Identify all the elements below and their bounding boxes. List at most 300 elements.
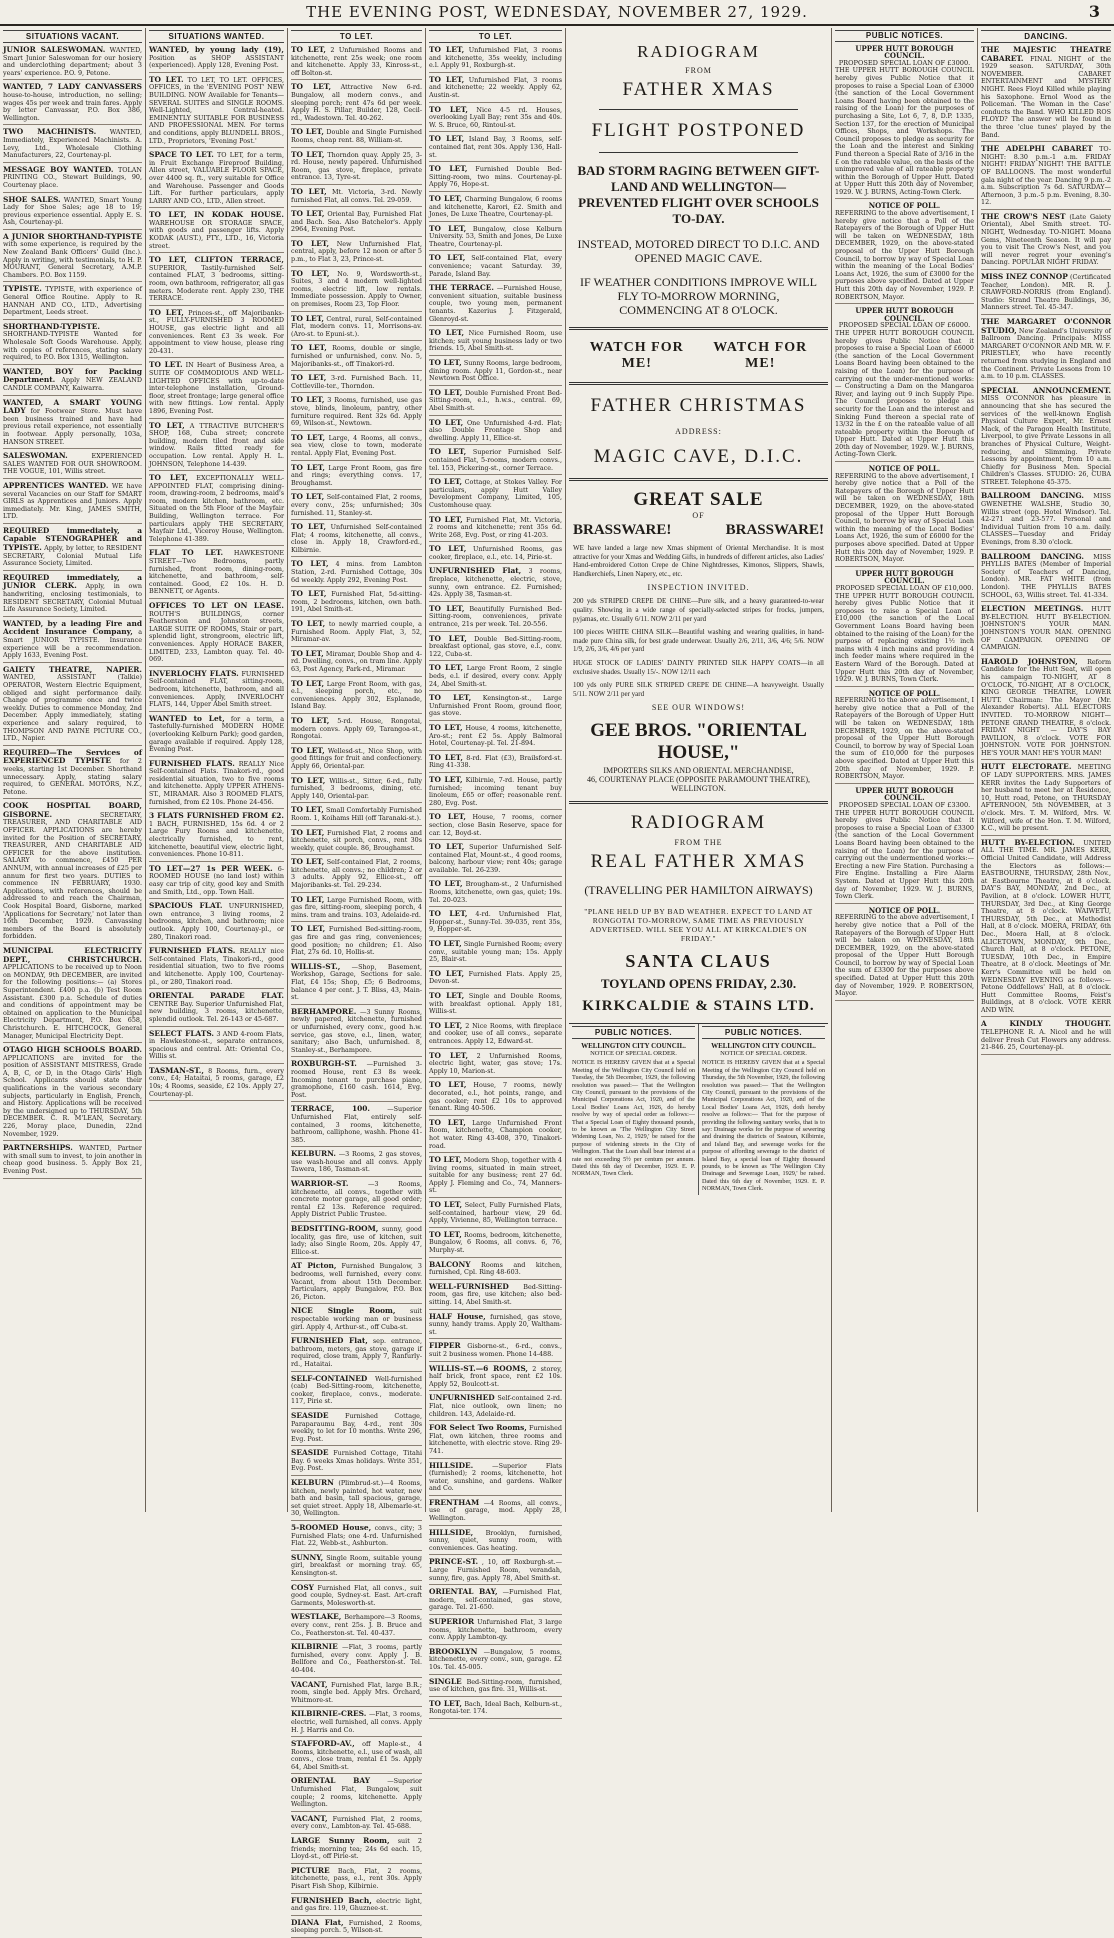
ad-text: APPLICATIONS to be received up to Noon on MONDAY, 9th DECEMBER, are invited for the following positions:— (a) Stores Superintendent. £400 p.a. (b) Test Room Assistant. £300 p.a. Schedule of duties and conditions of appointment may be obtained on application to the Municipal Electricity Department, P.O. Box 658, Christchurch. E. HITCHCOCK, General Manager, Municipal Electricity Dept.: [3, 963, 142, 1040]
ad-text: REALLY Nice Self-contained Flats. Tinakori-rd., good residential situation, two to five rooms and kitchenette. Apply UPPER ATHENS-ST., MIRAMAR. Also 3 ROOMED FLATS, furnished, from £2 10s. Phone 24-456.: [149, 759, 284, 806]
ad-lead: TO LET,: [429, 991, 465, 1000]
notice-sub: PROPOSED SPECIAL LOAN OF £10,000.: [835, 583, 974, 592]
ad-lead: TO LET,: [429, 968, 465, 978]
ad-text: 8 Rooms, furn., every conv., £4; Hataitai, 5 rooms, garage, £2 10s; 4 Rooms, seaside, £2 10s. Apply 27, Courtenay-pl.: [149, 1066, 284, 1098]
ad-text: MISS O'CONNOR has pleasure in announcing that she has secured the services of the well-known English Physical Culture Expert, Mr. Ernest Mack, of the Paragon Health Institute, Liverpool, to give Private Lessons in all branches of Physical Culture, Weight-reducing, and Slimming. Private Lessons by appointment, from 10 a.m. Chiefly for Business Men. Special Children's Classes. STUDIO: 26, CUBA STREET. Telephone 45-375.: [981, 394, 1111, 486]
ad-lead: TO LET,: [291, 775, 326, 785]
ad-text: FURNISHED Self-contained FLAT, sitting-room, bedroom, kitchenette, bathroom, and all conveniences. Apply, INVERLOCHY FLATS, 144, Upper Abel Smith street.: [149, 669, 284, 709]
ad-text: , 10, off Roxburgh-st.—Large Furnished Room, verandah, sunny, fire, gas. Apply 78, Abel Smith-st.: [429, 1558, 562, 1582]
classified-ad: [3, 802, 142, 944]
ad-text: 1 BACH, FURNISHED, 15s 6d. 4 or 2 Large Fury Rooms and kitchenette, electrically furnished, to rent, kitchenette, beautiful view, electric light, conveniences. Phone 10-811.: [149, 819, 284, 859]
classified-ad: [291, 925, 422, 959]
classified-ad: [291, 747, 422, 774]
ad-text: FINAL NIGHT of the 1929 season. SATURDAY, 30th NOVEMBER. CABARET ENTERTAINMENT and MYSTERY NIGHT. Rees Floyd Killed while playing his Saxophone. Ernol Wood as the Policeman. 'The Woman in the Case' conducts the Band. WHO KILLED ROS FLOYD? The answer will be found in the three 'clue tunes' played by the Band.: [981, 54, 1111, 139]
public-notice: [835, 907, 974, 1001]
classified-ad: [3, 285, 142, 319]
notice-text: NOTICE IS HEREBY GIVEN that at a Special Meeting of the Wellington City Council held on Thursday, the 5th November, 1929, the following resolution was passed:— That the Wellington City Council, pursuant to the provisions of the Municipal Corporations Act, 1920, and of the Local Bodies' Loans Act, 1926, doth hereby resolve as follows:— That for the purpose of providing the following sanitary works, that is to say: Drainage works for the purpose of sewering and draining the districts of Seatoun, Kilbirnie, and Island Bay, and sewerage works for the purpose of affording sewerage to the district of Island Bay, a special loan of Eighty thousand pounds, to be known as 'The Wellington City Drainage and Sewerage Loan, 1929,' be raised. Dated this 6th day of November, 1929. E. P. NORMAN, Town Clerk.: [702, 1059, 825, 1193]
ad-lead: PRINCE-ST.: [429, 1557, 479, 1567]
ad-lead: BALLROOM DANCING.: [981, 551, 1084, 561]
ad-lead: FIPPER: [429, 1341, 461, 1351]
ad-text: Furnished, 2 Rooms, sleeping porch. 5, Wilson-st.: [291, 1918, 422, 1935]
ad-lead: TO LET,: [291, 268, 330, 278]
ad-text: Sunny Rooms, large bedroom, dining room. Apply 11, Gordon-st., near Newtown Post Office.: [429, 359, 562, 383]
ad-text: Berhampore—3 Rooms, every conv., rent 25s. J. B. Bruce and Co., Featherston-st. Tel. 40-437.: [291, 1613, 422, 1637]
ad-lead: BERHAMPORE.: [291, 1006, 357, 1016]
ad-lead: TO LET,: [429, 45, 465, 54]
ad-lead: TO LET,: [291, 343, 327, 353]
classified-ad: [291, 1449, 422, 1476]
notice-title: NOTICE OF POLL.: [868, 201, 941, 211]
ad-text: Modern Shop, together with 4 living rooms, situated in main street, suitable for any business; rent 27 6d. Apply J. Fleming and Co., 74, Manners-st.: [429, 1156, 562, 1195]
ad-lead: TO LET,: [429, 387, 463, 397]
ad-lead: APPRENTICES WANTED.: [3, 480, 109, 490]
ad-text: WANTED, ASSISTANT (Talkie) OPERATOR, Western Electric Equipment, obliged and sight performance daily. Change of programme once and twice weekly. Duties to commence Monday, 2nd December. Apply immediately, stating experience and salary required, to THOMPSON AND PAYNE PICTURE CO., LTD., Napier.: [3, 673, 142, 743]
classified-ad: [291, 523, 422, 557]
ad-lead: WILLIS-ST.,: [291, 961, 341, 971]
classified-ad: [429, 910, 562, 937]
classified-ad: [981, 273, 1111, 315]
ad-lead: WANTED to Let,: [149, 713, 225, 723]
ad-lead: TO LET.: [149, 74, 184, 84]
masthead-title: THE EVENING POST, WEDNESDAY, NOVEMBER 27, 1929.: [306, 3, 808, 21]
notice-title: WELLINGTON CITY COUNCIL.: [581, 1042, 686, 1051]
ad-text: Cottage, at Stokes Valley. For particulars, apply Hutt Valley Development Company, Limited, 105, Customhouse quay.: [429, 478, 562, 509]
classified-ad: [291, 620, 422, 647]
classified-ad: [429, 1081, 562, 1115]
ad-lead: WANTED, 7 LADY CANVASSERS: [3, 82, 142, 92]
classified-ad: [149, 602, 284, 667]
public-notice-left: [569, 1024, 699, 1194]
classified-ad: [429, 1618, 562, 1645]
ad-lead: TO LET,: [429, 164, 468, 174]
ad-text: Apply, in own handwriting, enclosing testimonials, to RESIDENT SECRETARY, Colonial Mutual Life Assurance Society, Limited.: [3, 582, 142, 614]
ad-lead: TO LET,: [291, 559, 329, 569]
classified-ad: [291, 464, 422, 491]
storm-message: BAD STORM RAGING BETWEEN GIFT-LAND AND WELLINGTON—PREVENTED FLIGHT OVER SCHOOLS TO-DAY.: [577, 163, 820, 226]
column-public-notices: [832, 28, 978, 1512]
classified-ad: [291, 270, 422, 312]
notice-text: THE UPPER HUTT BOROUGH COUNCIL hereby gives Public Notice that it proposes to raise a Special Loan of £3000 (the sanction of the Local Government Loans Board having been obtained to the raising of the Loan) for the purposes of purchasing a Site, Lot 6, 7, 8, D.P. 1335, Section 137, for the erection of Municipal Offices, Shops, and Workshops. The Council proposes to pledge as security for the Loan and the interest and Sinking Fund thereon a Special Rate of 3/16 in the £ on the rateable value, on the basis of the unimproved value of all rateable property within the Borough of Upper Hutt. Dated at Upper Hutt this 20th day of November, 1929. W. J. BURNS, Acting-Town Clerk.: [835, 66, 974, 196]
ad-text: 3 rooms, fireplace, kitchenette, electric, stove, sunny, own entrance. £2. Furnished; 42s. Apply 38, Tasman-st.: [429, 567, 563, 599]
ad-text: —Flat, 3 rooms, partly furnished, every conv. Apply J. B. Bellfore and Co., Featherston-st. Tel. 40-404.: [291, 1643, 422, 1674]
classified-ad: [291, 1180, 422, 1222]
ad-text: Kensington-st., Large Unfurnished Front Room, ground floor, gas stove.: [429, 694, 562, 718]
ad-text: Furnished Flat, all convs., suit good couple, Sydney-st. East. Art-craft Garments, Molesworth-st.: [291, 1583, 422, 1607]
ad-lead: WANTED, BOY for Packing Department.: [3, 366, 142, 385]
classified-ad: [291, 151, 422, 185]
classified-ad: [429, 389, 562, 416]
ad-lead: TO LET,: [429, 134, 465, 144]
ad-text: Small Comfortably Furnished Room. 1, Koihams Hill (off Taranaki-st.).: [291, 806, 422, 822]
classified-ad: [3, 666, 142, 746]
notice-sub: NOTICE OF SPECIAL ORDER.: [720, 1050, 807, 1058]
ad-text: House, 7 rooms, newly decorated, e.l., hot points, range, and gas cooker; rent £2 10s to approved tenant. Ring 40-506.: [429, 1081, 562, 1113]
ad-text: Unfurnished Flat, 3 large rooms, kitchenette, bathroom, every conv. Apply Lambton-qy.: [429, 1618, 562, 1642]
classified-ad: [291, 1225, 422, 1259]
ad-lead: TO LET,: [291, 894, 325, 904]
notice-title: NOTICE OF POLL.: [868, 905, 941, 915]
notice-title: WELLINGTON CITY COUNCIL.: [711, 1042, 816, 1051]
ad-lead: 5-ROOMED House,: [291, 1523, 372, 1533]
ad-lead: SHORTHAND-TYPISTE.: [3, 321, 100, 331]
column-header: DANCING.: [981, 30, 1111, 43]
ad-text: New Unfurnished Flat, central, apply, before 12 noon or after 5 p.m., to Flat 3, 23, Prince-st.: [291, 239, 422, 264]
ad-text: house-to-house, introduction, no selling; wages 45s per week and train fares. Apply by letter Canvassar, P.O. Box 386, Wellington.: [3, 90, 142, 122]
ad-text: —Superior Unfurnished Flat, Bungalow, suit couple; 2 rooms, kitchenette. Apply Wellington.: [291, 1777, 422, 1809]
classified-ad: [429, 1499, 562, 1526]
classified-ad: [291, 560, 422, 587]
notice-sub: PROPOSED SPECIAL LOAN OF £6000.: [838, 321, 971, 330]
classified-ad: [429, 992, 562, 1019]
ad-lead: REQUIRED—The Services of EXPERIENCED TYPISTE: [3, 747, 142, 766]
classified-ad: [429, 545, 562, 564]
classified-ad: [429, 448, 562, 475]
classified-ad: [3, 166, 142, 193]
classified-ad: [981, 605, 1111, 655]
classified-ad: [429, 225, 562, 252]
ad-text: One Unfurnished 4-rd. Flat; also Double Frontage Shop and dwelling. Apply 11, Ellice-st.: [429, 418, 562, 442]
classified-ad: [3, 368, 142, 396]
ad-text: SUPERIOR, Tastily-furnished Self-contained FLAT, 3 bedrooms, sitting-room, own bathroom, refrigerator, all gas meters. Moderate rent. Apply 230, THE TERRACE.: [149, 263, 284, 303]
ad-lead: BALCONY: [429, 1259, 471, 1269]
classified-ad: [291, 1643, 422, 1677]
ad-text: Superior Unfurnished Self-contained Flat, Mount-st., 4 good rooms, balcony, harbour view; rent 40s; garage available. Tel. 26-239.: [429, 843, 562, 874]
ad-lead: TO LET,: [429, 812, 466, 822]
classified-ad: [429, 135, 562, 162]
classified-ad: [291, 1150, 422, 1177]
ad-lead: TO LET,: [149, 473, 188, 483]
ad-lead: FURNISHED FLATS.: [149, 946, 236, 956]
ad-lead: TO LET,: [291, 492, 325, 502]
public-notice-right: [699, 1024, 828, 1194]
classified-ad: [149, 549, 284, 599]
ad-lead: UNFURNISHED: [429, 1393, 495, 1403]
brassware-left: BRASSWARE!: [573, 522, 672, 538]
ad-lead: SELECT FLATS.: [149, 1028, 214, 1038]
ad-text: Large Front Room, 2 single beds, e.l. if desired, every conv. Apply 24, Abel Smith-st.: [429, 664, 562, 688]
classified-ad: [291, 806, 422, 825]
classified-ad: [981, 46, 1111, 142]
ad-lead: TO LET,: [291, 924, 326, 934]
ad-lead: BROOKLYN: [429, 1646, 478, 1656]
ad-text: Self-contained Flat, 2 rooms, every conv., 25s; unfurnished; 30s furnished. 11, Stanley-st.: [291, 493, 422, 517]
classified-ad: [429, 1119, 562, 1153]
ad-lead: BEDSITTING-ROOM,: [291, 1224, 379, 1234]
classified-ad: [3, 527, 142, 571]
classified-ad: [429, 813, 562, 840]
ad-text: TOLAN PRINTING CO., Stewart Buildings, 90, Courtenay place.: [3, 165, 142, 189]
ad-lead: TO LET,: [291, 619, 326, 629]
ad-lead: TO LET,: [429, 1155, 462, 1165]
classified-ad: [291, 1337, 422, 1371]
ad-lead: TO LET,: [429, 328, 465, 338]
classified-ad: [3, 1144, 142, 1178]
ad-text: Furnished Flat, 2 rooms and kitchenette, sit porch, convs., rent 30s weekly, quiet couple. 86, Broughamst.: [291, 828, 422, 852]
ad-lead: TO LET,: [429, 74, 465, 84]
ad-lead: TWO MACHINISTS.: [3, 127, 97, 137]
toyland-line: TOYLAND OPENS FRIDAY, 2.30.: [600, 976, 797, 992]
ad-text: —3 Sunny Rooms, newly papered, kitchenette, furnished or unfurnished, every conv., good h.w. service, gas stove, e.l., linen, water, sanitary; also Bach, unfurnished. 8, Stanley-st., Berhampore.: [291, 1007, 422, 1054]
ad-lead: THE CROW'S NEST: [981, 211, 1066, 221]
classified-ad: [149, 812, 284, 862]
classified-ad: [291, 1815, 422, 1834]
classified-ad: [981, 387, 1111, 490]
ad-text: REALLY nice Self-contained Flats, Tinakori-rd., good residential situation, two to five rooms and kitchenette. Apply 100, Courtenay-pl., or 280, Tinakori road.: [149, 947, 284, 986]
ad-lead: A KINDLY THOUGHT.: [981, 1019, 1111, 1029]
classified-ad: [429, 76, 562, 103]
ad-lead: AT Picton,: [291, 1261, 337, 1271]
ad-lead: TO LET,: [429, 909, 468, 919]
classified-ad: [149, 760, 284, 810]
great-sale-heading: GREAT SALE: [633, 489, 764, 510]
classified-ad: [3, 482, 142, 524]
classified-ad: [291, 1919, 422, 1938]
masthead: [0, 0, 1114, 26]
ad-lead: VACANT,: [291, 1679, 328, 1689]
ad-text: 3-rd. Furnished Bach. 11, Cottleville-ter., Thorndon.: [291, 374, 422, 390]
ad-text: TELEPHONE R. A. Nicol and he will deliver Fresh Cut Flowers any address. 21-846. 25, Courtenay-pl.: [981, 1028, 1111, 1052]
classified-ad: [291, 1307, 422, 1334]
ad-lead: LARGE Sunny Room,: [291, 1836, 390, 1846]
ad-text: House, 4 rooms, kitchenette, Aro-st.; rent £2 5s. Apply Balmoral Hotel, Courtenay-pl. Tel. 21-894.: [429, 723, 562, 748]
ad-lead: REQUIRED immediately, a JUNIOR CLERK.: [3, 572, 142, 591]
ad-lead: TO LET,: [429, 722, 463, 732]
ad-text: Single and Double Rooms, with breakfast optional. Apply 181, Willis-st.: [429, 992, 562, 1016]
classified-ad: [291, 1412, 422, 1446]
ad-lead: TO LET,: [291, 827, 325, 837]
ad-lead: TO LET,: [291, 432, 326, 442]
classified-ad: [291, 315, 422, 342]
classified-ad: [3, 1046, 142, 1141]
radiogram2-heading: RADIOGRAM: [630, 812, 767, 834]
ad-text: MEETING OF LADY SUPPORTERS. MRS. JAMES KERR invites the Lady Supporters of her husband to meet her at Residence, 10, Hutt road, Petone, on THURSDAY AFTERNOON, 5th NOVEMBER, at 3 o'clock. Mrs. T. M. Wilford, Mrs. W. Wilford, wife of the Hon. T. M. Wilford, K.C., will be present.: [981, 763, 1111, 833]
ad-text: Double Furnished Front Bed-Sitting-room, e.l., h.w.s., central. 69, Abel Smith-st.: [429, 388, 562, 412]
ad-lead: PARTNERSHIPS.: [3, 1143, 73, 1153]
classified-ad: [291, 210, 422, 237]
classified-ad: [429, 1231, 562, 1258]
notice-title: NOTICE OF POLL.: [868, 688, 941, 698]
ad-lead: SHOE SALES.: [3, 194, 61, 204]
ad-lead: ELECTION MEETINGS.: [981, 604, 1084, 614]
ad-text: Beautifully Furnished Bed-Sitting-room, conveniences, private entrance, 21s per week. Tel. 20-556.: [429, 604, 562, 629]
ad-lead: TO LET, CLIFTON TERRACE,: [149, 255, 284, 265]
ad-text: Self-contained 2-rd. Flat, nice outlook, own linen; no children. 143, Adelaide-rd.: [429, 1394, 562, 1418]
ad-text: WE have several Vacancies on our Staff for SMART GIRLS as Apprentices and Juniors. Apply immediately. Mr. King, JAMES SMITH, LTD.: [3, 481, 142, 521]
ad-text: 3 AND 4-room Flats, in Hawkestone-st., separate entrances, spacious and central. Att: Oriental Co., Willis st.: [149, 1029, 284, 1061]
ad-text: Single Furnished Room; every conv., suitable young man; 15s. Apply 25, Blair-st.: [429, 940, 562, 964]
ad-lead: WANTED, A SMART YOUNG LADY: [3, 397, 142, 416]
ad-text: suit respectable working man or business girl. Apply 4, Arthur-st., off Cuba-st.: [291, 1307, 422, 1331]
ad-text: —Furnished 3-roomed House, rent £3 8s week. Incoming tenant to purchase piano, gramophone, £160 cash. 1614, Evg. Post.: [291, 1060, 422, 1099]
of-label: OF: [692, 511, 705, 520]
notice-text: REFERRING to the above advertisement, I hereby give notice that a Poll of the Ratepayers of the Borough of Upper Hutt will be taken on WEDNESDAY, 18th DECEMBER, 1929, on the above-stated proposal of the Upper Hutt Borough Council, to borrow by way of Special Loan within the meaning of the Local Bodies' Loans Act, 1926, the sum of £6000 for the purposes above specified. Dated at Upper Hutt this 20th day of November, 1929. P. ROBERTSON, Mayor.: [835, 471, 974, 564]
ad-lead: TO LET,: [291, 238, 330, 248]
ad-lead: WILLIS-ST.—6 ROOMS,: [429, 1363, 528, 1373]
ad-lead: INVERLOCHY FLATS.: [149, 668, 239, 678]
ad-lead: TO LET,: [429, 447, 467, 457]
classified-ad: [429, 1283, 562, 1310]
ad-text: Mt. Victoria, 3-rd. Newly furnished Flat, all convs. Tel. 29-059.: [291, 187, 422, 204]
column-situations-wanted: [146, 28, 288, 1512]
ad-text: Nice Furnished Room, use kitchen; suit young business lady or two friends. 15, Abel Smith-st.: [429, 329, 562, 353]
classified-ad: [429, 165, 562, 192]
ad-text: —3 Rooms, kitchenette, all convs., together with concrete motor garage, all good order; rental £2 13s. Reference required. Apply District Public Trustee.: [291, 1180, 422, 1219]
notice-text: THE UPPER HUTT BOROUGH COUNCIL hereby gives Public Notice that it proposes to raise a Special Loan of £6000 (the sanction of the Local Government Loans Board having been obtained to the raising of the Loan) for the purpose of carrying out the under-mentioned works:— Constructing a Dam on the Mangaroa River, and laying out 9 inch Supply Pipe. The Council proposes to pledge as security for the Loan and the interest and Sinking Fund thereon a special rate of 13/32 in the £ on the rateable value of all rateable property within the Borough of Upper Hutt. Dated at Upper Hutt this 20th day of November, 1929. W. J. BURNS, Acting-Town Clerk.: [835, 328, 974, 459]
ad-lead: TO LET, IN KODAK HOUSE.: [149, 210, 284, 220]
public-notice: [835, 202, 974, 304]
ad-lead: TO LET,: [429, 693, 472, 703]
ad-lead: SPACE TO LET.: [149, 150, 214, 160]
ad-text: Thorndon quay. Apply 25, 3-rd. House, newly papered. Unfurnished Room, gas stove, fireplace, private entrance. 13, Tyre-st.: [291, 150, 422, 182]
ad-text: HAWKESTONE STREET—Two Bedrooms, partly furnished, front room, dining-room, kitchenette, and bathroom, self-contained. Good, £2 10s. H. D. BENNETT, or Agents.: [149, 549, 284, 596]
classified-ad: [149, 46, 284, 73]
ad-text: sep. entrance, bathroom, meters, gas stove, garage if required, close tram, Apply 7, Ranfurly-rd., Hataitai.: [291, 1337, 422, 1368]
importers-line: IMPORTERS SILKS AND ORIENTAL MERCHANDISE,: [603, 766, 794, 776]
ad-lead: HAROLD JOHNSTON,: [981, 656, 1078, 666]
brassware-text: WE have landed a large new Xmas shipment of Oriental Merchandise. It is most attractive for your Xmas and Wedding Gifts, in hundreds of different articles, also Ladies' Hand-embroidered Cotton Crepe de Chine Nightdresses, Kimonos, Slippers, Shawls, Handkerchiefs, Linen Napery, etc., etc.: [573, 544, 825, 578]
classified-ad: [429, 1261, 562, 1280]
ad-text: HUTT BY-ELECTION. HUTT BY-ELECTION. JOHNSTON'S YOUR MAN. JOHNSTON'S YOUR MAN. OPENING OF CAMPAIGN. OPENING OF CAMPAIGN.: [981, 605, 1111, 652]
ad-lead: VACANT,: [291, 1813, 328, 1823]
ad-list: [3, 46, 142, 1179]
radiogram-heading: RADIOGRAM: [637, 42, 760, 61]
classified-ad: [981, 318, 1111, 384]
notice-header: PUBLIC NOTICES.: [572, 1026, 695, 1039]
classified-ad: [291, 1867, 422, 1894]
classified-ad: [291, 396, 422, 430]
ad-text: Position as SHOP ASSISTANT (experienced). Apply 128, Evening Post.: [149, 53, 284, 70]
ad-text: Superior Furnished Self-contained Flat, 5-rooms, modern convs., tel. 153, Pickering-st., corner Terrace.: [429, 448, 562, 472]
notice-title: UPPER HUTT BOROUGH COUNCIL.: [855, 43, 954, 61]
ad-text: WANTED, Partner with small sum to invest, to join another in cheap good business. 5. Apply Box 21, Evening Post.: [3, 1144, 142, 1175]
classified-ad: [981, 658, 1111, 761]
classified-ad: [291, 777, 422, 804]
classified-ad: [429, 605, 562, 632]
classified-ad: [291, 434, 422, 461]
gee-address: 46, COURTENAY PLACE (OPPOSITE PARAMOUNT THEATRE), WELLINGTON.: [586, 775, 811, 794]
classified-ad: [429, 1022, 562, 1049]
ad-text: 8-rd. Flat (£3), Brailsford-st. Ring 41-338.: [429, 753, 562, 770]
ad-list: [981, 46, 1111, 1055]
ad-lead: TO LET,: [291, 857, 325, 867]
ad-text: Bungalow, close Kelburn University. 53, Smith and Jones, De Luxe Theatre, Courtenay-pl.: [429, 224, 562, 248]
ad-lead: SINGLE: [429, 1676, 462, 1686]
ad-text: Bed-Sitting-room, furnished, use of kitchen, gas fire. 31, Willis-st.: [429, 1677, 562, 1694]
classified-ad: [429, 46, 562, 73]
ad-lead: TO LET,: [291, 82, 332, 92]
ad-lead: SUNNY,: [291, 1552, 324, 1562]
ad-lead: TO LET,: [291, 45, 326, 54]
classified-ad: [291, 1479, 422, 1521]
ad-lead: TO LET,: [291, 313, 324, 323]
classified-ad: [3, 452, 142, 479]
ad-lead: TO LET,: [429, 774, 463, 784]
ad-lead: SEASIDE: [291, 1410, 329, 1420]
display-ads-column: [566, 28, 832, 1512]
from-the-label: FROM THE: [674, 838, 723, 848]
ad-lead: TO LET,: [291, 678, 325, 688]
ad-text: Bed-Sitting-room, gas fire, use kitchen; also bed-sitting. 14, Abel Smith-st.: [429, 1282, 562, 1306]
weather-message: IF WEATHER CONDITIONS IMPROVE WILL FLY TO-MORROW MORNING, COMMENCING AT 8 O'LOCK.: [580, 275, 817, 317]
ad-lead: WESTLAKE,: [291, 1612, 342, 1622]
column-header: SITUATIONS WANTED.: [149, 30, 284, 43]
ad-text: Brooklyn, furnished, sunny, quiet, sunny room, with conveniences. Gas heating.: [429, 1528, 562, 1552]
ad-text: CENTRE Bay. Superior Unfurnished Flat, new building, 3 rooms, kitchenette, splendid outlook. Tel. 26-143 or 45-687.: [149, 999, 284, 1023]
ad-lead: SALESWOMAN.: [3, 451, 68, 461]
ad-lead: HALF House,: [429, 1311, 486, 1321]
ad-text: MISS GWENETHE WALSHE, Studio 30, Willis street (opp. Hotel Windsor). Tel. 42-271 and 23-577. Personal and Individual Tuition from 10 a.m. daily. CLASSES—Tuesday and Friday Evenings, from 8.30 o'clock.: [981, 492, 1111, 547]
ad-lead: TO LET,: [291, 209, 325, 219]
classified-ad: [149, 1067, 284, 1101]
ad-lead: STAFFORD-AV.,: [291, 1739, 355, 1749]
ad-text: 2 Nice Rooms, with fireplace and cooker, use of all convs., separate entrances. Apply 12, Edward-st.: [429, 1021, 562, 1045]
classified-ad: [429, 359, 562, 386]
divider: [569, 478, 828, 481]
public-notice: [835, 570, 974, 687]
classified-ad: [429, 1052, 562, 1079]
notice-text: REFERRING to the above advertisement, I hereby give notice that a Poll of the Ratepayers of the Borough of Upper Hutt will be taken on WEDNESDAY, 18th DECEMBER, 1929, on the above-stated proposal of the Upper Hutt Borough Council, to borrow by way of Special Loan the sum of £10,000 for the purposes above specified. Dated at Upper Hutt this 20th day of November, 1929. P. ROBERTSON, Mayor.: [835, 696, 974, 781]
ad-text: (Plimbrud-st.)—4 Rooms, kitchen, newly painted, hot water, new bath and basin, tall spacious, garage, set quiet street. Apply 18, Albemarle-st. 30, Wellington.: [291, 1479, 422, 1518]
ad-lead: TO LET,: [291, 395, 325, 405]
ad-lead: TO LET.: [149, 360, 183, 370]
notice-sub: PROPOSED SPECIAL LOAN OF £3000.: [838, 58, 971, 67]
ad-lead: KELBURN.: [291, 1149, 336, 1159]
column-to-let-1: [288, 28, 426, 1935]
classified-ad: [429, 694, 562, 721]
notice-title: NOTICE OF POLL.: [868, 464, 941, 474]
classified-ad: [291, 240, 422, 267]
ad-text: furnished, gas stove, sunny, handy trams. Apply 20, Waltham-st.: [429, 1312, 562, 1336]
classified-ad: [429, 1558, 562, 1585]
classified-ad: [429, 1424, 562, 1458]
ad-lead: OTAGO HIGH SCHOOLS BOARD.: [3, 1045, 142, 1055]
ad-lead: TO LET,: [429, 879, 463, 889]
ad-lead: TO LET,: [429, 223, 467, 233]
ad-lead: FRENTHAM: [429, 1497, 480, 1507]
ad-text: Rooms and kitchen, furnished, Cpl. Ring 48-603.: [429, 1260, 562, 1277]
ad-text: A TTRACTIVE BUTCHER'S SHOP, 168, Cuba street; concrete building, modern tiled front and side window. Rails fitted ready for occupation. Low rental. Apply H. L. JOHNSON, Telephone 14-439.: [149, 421, 284, 468]
ad-lead: TO LET,: [291, 715, 330, 725]
ad-text: SHORTHAND-TYPISTE Wanted for Wholesale Soft Goods Warehouse. Apply, with copies of references, stating salary required, to P.O. Box 1315, Wellington.: [3, 330, 142, 362]
ad-lead: TO LET,: [291, 522, 327, 532]
classified-ad: [291, 590, 422, 617]
ad-text: Attractive New 6-rd. Bungalow, all modern convs., and sleeping porch; rent 47s 6d per week. Apply H. S. Pillar, Builder, 128, Cecil-rd., Wadestown. Tel. 40-262.: [291, 83, 422, 122]
classified-ad: [291, 374, 422, 393]
ad-text: Furnished Flat, own kitchen, three rooms and kitchenette, with electric stove. Ring 29-741.: [429, 1424, 562, 1455]
notice-title: UPPER HUTT BOROUGH COUNCIL.: [855, 568, 954, 586]
ad-lead: KILBIRNIE: [291, 1642, 338, 1652]
ad-text: Bach, Ideal Bach, Kelburn-st., Rongotai-ter. 174.: [429, 1699, 562, 1716]
ad-text: convs., city; 3 Furnished Flats; one 4-rd. Unfurnished Flat. 22, Webb-st., Ashburton.: [291, 1524, 422, 1548]
ad-lead: TO LET,: [291, 462, 325, 472]
classified-ad: [291, 83, 422, 125]
ad-text: EXPERIENCED SALES WANTED FOR OUR SHOWROOM. THE VOGUE, 101, Willis street.: [3, 452, 142, 476]
ad-lead: KILBIRNIE-CRES.: [291, 1709, 367, 1719]
divider: [569, 382, 828, 385]
classified-ad: [291, 188, 422, 207]
classified-ad: [429, 1462, 562, 1496]
ad-lead: TO LET,: [429, 253, 466, 263]
silk-item-1: 200 yds STRIPED CREPE DE CHINE—Pure silk, and a heavy guaranteed-to-wear quality. Showing in a wide range of specially-selected stripes for frocks, jumpers, pyjamas, etc. Usually 6/11. NOW 2/11 per yard: [573, 597, 824, 623]
ad-text: 2 storey, half brick, front space, rent £2 10s. Apply 52, Boulcott-st.: [429, 1364, 562, 1388]
ad-lead: TO LET,: [429, 1229, 462, 1239]
ad-text: —Shop, Basement, Workshop, Garage, Sections for sale. Flat, £4 15s; Shop, £5; 6 Bedrooms, balance 4 per cent. J. T. Bliss, 43, Main-st.: [291, 962, 422, 1002]
ad-text: 4 mins. from Lambton Station, 2-rd. Furnished Cottage, 30s 6d weekly. Apply 292, Evening Post.: [291, 560, 422, 584]
ad-lead: TO LET,: [429, 633, 467, 643]
ad-text: SECRETARY, TREASURER, AND CHARITABLE AID OFFICER. APPLICATIONS are hereby invited for the Position of SECRETARY, TREASURER, AND CHARITABLE AID OFFICER for the above institution. SALARY to commence, £450 PER ANNUM, with annual increases of £25 per annum for first two years. DUTIES to commence IN FEBRUARY, 1930. Applications, with references, should be addressed to and reach the Chairman, Cook Hospital Board, Gisborne, marked 'Applications for Secretary,' not later than 16th December, 1929. Canvassing members of the Board is absolutely forbidden.: [3, 810, 142, 941]
classified-ad: [291, 1060, 422, 1102]
classified-ad: [981, 213, 1111, 270]
